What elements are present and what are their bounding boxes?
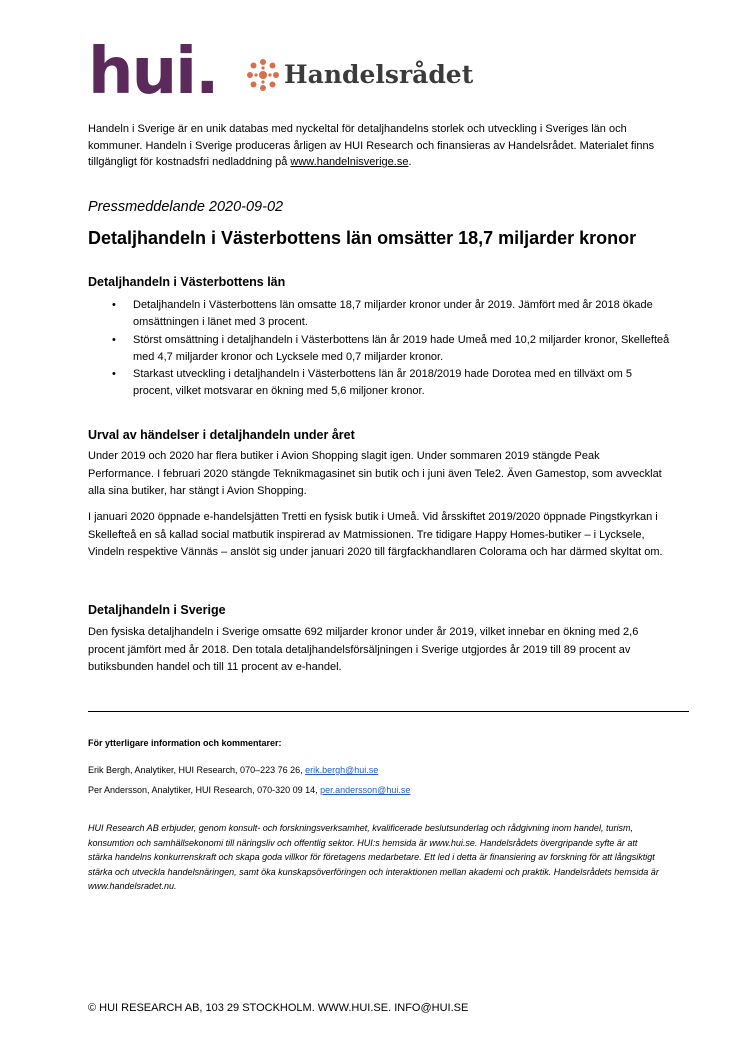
- press-release-date: Pressmeddelande 2020-09-02: [88, 199, 284, 215]
- footer: © HUI RESEARCH AB, 103 29 STOCKHOLM. WWW.HUI.SE. INFO@HUI.SE: [88, 1002, 469, 1014]
- key-facts-list: [88, 297, 673, 401]
- email-link-per[interactable]: per.andersson@hui.se: [320, 785, 411, 795]
- list-item: [88, 366, 673, 401]
- bullet-icon: •: [112, 333, 116, 346]
- section-heading-sverige: Detaljhandeln i Sverige: [88, 603, 226, 617]
- handelsradet-wordmark: Handelsrådet: [284, 60, 474, 89]
- divider: [88, 711, 689, 712]
- intro-text: Handeln i Sverige är en unik databas med nyckeltal för detaljhandelns storlek och utveckling i Sveriges län och kommuner. Handeln i Sverige produceras årligen av HUI Research och finansieras av Handelsrådet. Materialet finns tillgängligt för kostnadsfri nedladdning på: [88, 123, 655, 168]
- contact-heading: För ytterligare information och kommentarer:: [88, 738, 282, 748]
- list-item: [88, 297, 673, 332]
- bullet-icon: •: [112, 368, 116, 381]
- contact-text: Erik Bergh, Analytiker, HUI Research, 070–223 76 26,: [88, 765, 306, 775]
- logo-bar: [88, 35, 588, 110]
- email-link-erik[interactable]: erik.bergh@hui.se: [305, 765, 379, 775]
- hui-logo: hui.: [88, 35, 218, 109]
- about-paragraph: HUI Research AB erbjuder, genom konsult- och forskningsverksamhet, kvalificerade beslutsunderlag och rådgivning inom handel, turism, konsumtion och samhällsekonomi till näringsliv och offentlig sektor. HUI:s hemsida är www.hui.se. Handelsrådets övergripande syfte är att stärka handelns konkurrenskraft och skapa goda villkor för företagens medarbetare. Ett led i detta är finansiering av forskning för att långsiktigt stärka och utveckla handelsnäringen, samt öka kunskapsöverföringen och interaktionen mellan akademi och praktik. Handelsrådets hemsida är www.handelsradet.nu.: [88, 823, 659, 891]
- events-paragraph-1: Under 2019 och 2020 har flera butiker i Avion Shopping slagit igen. Under sommaren 2019 stängde Peak Performance. I februari 2020 stängde Teknikmagasinet sin butik och i juni även Tele2. Även Gamestop, som avvecklat alla sina butiker, har stängt i Avion Shopping.: [88, 450, 662, 497]
- bullet-text: Starkast utveckling i detaljhandeln i Västerbottens län år 2018/2019 hade Dorotea med en tillväxt om 5 procent, vilket motsvarar en ökning med 5,6 miljoner kronor.: [133, 368, 632, 398]
- list-item: [88, 332, 673, 367]
- handelnisverige-link[interactable]: www.handelnisverige.se: [290, 156, 409, 168]
- page-title: Detaljhandeln i Västerbottens län omsätter 18,7 miljarder kronor: [88, 228, 637, 248]
- contact-per: [88, 785, 410, 795]
- section-heading-vasterbotten: Detaljhandeln i Västerbottens län: [88, 275, 286, 289]
- section-heading-events: Urval av händelser i detaljhandeln under året: [88, 428, 355, 442]
- intro-paragraph: [88, 121, 668, 171]
- contact-text: Per Andersson, Analytiker, HUI Research, 070-320 09 14,: [88, 785, 321, 795]
- handelsradet-flower-icon: [246, 58, 280, 92]
- sverige-paragraph: Den fysiska detaljhandeln i Sverige omsatte 692 miljarder kronor under år 2019, vilket innebar en ökning med 2,6 procent jämfört med år 2018. Den totala detaljhandelsförsäljningen i Sverige utgjordes år 2019 till 89 procent av butiksbunden handel och till 11 procent av e-handel.: [88, 626, 639, 673]
- bullet-text: Störst omsättning i detaljhandeln i Västerbottens län år 2019 hade Umeå med 10,2 miljarder kronor, Skellefteå med 4,7 miljarder kronor och Lycksele med 0,7 miljarder kronor.: [133, 333, 670, 363]
- bullet-text: Detaljhandeln i Västerbottens län omsatte 18,7 miljarder kronor under år 2019. Jämfört med år 2018 ökade omsättningen i länet med 3 procent.: [133, 299, 653, 329]
- bullet-icon: •: [112, 299, 116, 311]
- contact-erik: [88, 765, 378, 775]
- events-paragraph-2: I januari 2020 öppnade e-handelsjätten Tretti en fysisk butik i Umeå. Vid årsskiftet 2019/2020 öppnade Pingstkyrkan i Skellefteå en så kallad social matbutik inspirerad av Matmissionen. Tre tidigare Happy Homes-butiker – i Lycksele, Vindeln respektive Vännäs – anslöt sig under januari 2020 till färgfackhandlaren Colorama och har därmed skyltat om.: [88, 511, 663, 558]
- intro-tail: .: [408, 156, 412, 168]
